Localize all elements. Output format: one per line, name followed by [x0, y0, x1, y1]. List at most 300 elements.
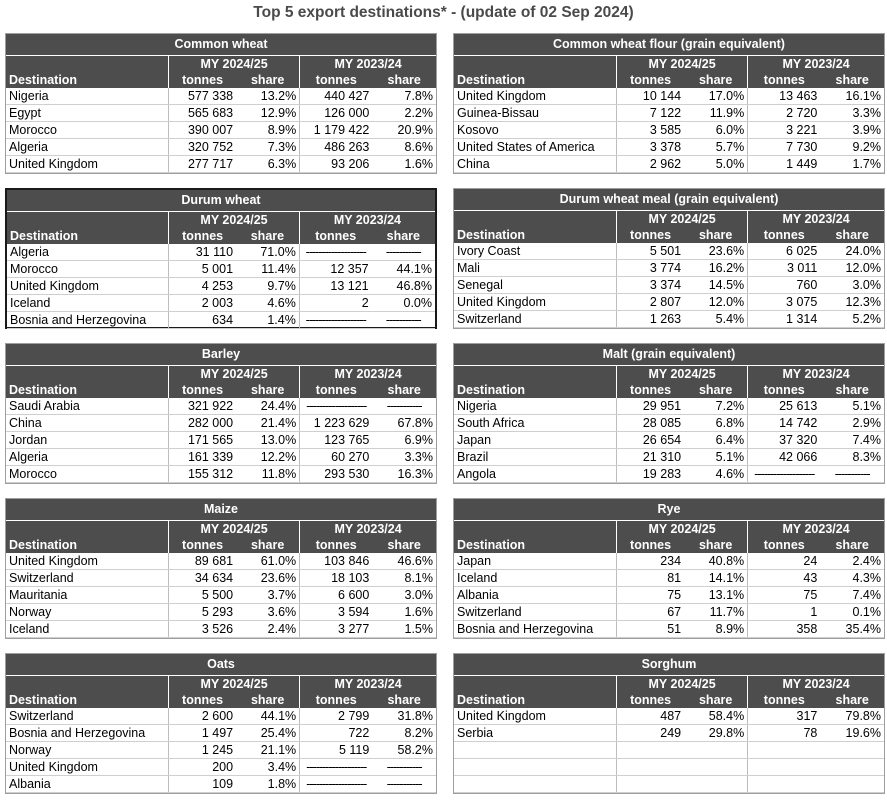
share-cell [684, 759, 748, 776]
share-cell: 8.2% [372, 725, 436, 742]
tonnes-cell: 161 339 [169, 449, 237, 466]
table-row [6, 449, 436, 466]
tonnes-cell [617, 776, 685, 793]
tonnes-header: tonnes [300, 692, 373, 708]
tonnes-cell: 51 [616, 621, 684, 638]
share-cell: 19.6% [820, 725, 884, 742]
share-header: share [372, 382, 436, 398]
tonnes-header: tonnes [299, 228, 371, 244]
empty-value: ------------------- [300, 398, 373, 415]
share-cell: 8.9% [684, 621, 748, 638]
empty-value: ------------------- [300, 759, 373, 776]
export-table [454, 654, 884, 793]
tonnes-cell: 1 314 [748, 311, 821, 328]
share-cell: 44.1% [236, 708, 300, 725]
table-card[interactable] [5, 188, 437, 329]
tonnes-cell: 5 501 [616, 243, 684, 260]
tonnes-cell: 277 717 [169, 156, 237, 173]
destination-cell: Jordan [6, 432, 169, 449]
export-table [7, 190, 435, 329]
table-row [454, 243, 884, 260]
destination-cell: United States of America [454, 139, 617, 156]
share-cell: 6.8% [684, 415, 748, 432]
tonnes-cell: 3 075 [748, 294, 821, 311]
share-cell: 9.7% [236, 278, 299, 295]
header-spacer [454, 676, 617, 693]
export-table [6, 344, 436, 483]
tonnes-header: tonnes [748, 72, 821, 88]
table-row [6, 432, 436, 449]
destination-cell: Iceland [6, 621, 168, 638]
destination-cell: United Kingdom [454, 708, 617, 725]
share-cell: 1.7% [820, 156, 884, 173]
share-cell: 5.4% [684, 311, 748, 328]
destination-cell: Morocco [6, 122, 169, 139]
share-cell: 3.4% [236, 759, 300, 776]
tonnes-cell: 358 [748, 621, 821, 638]
table-row [454, 139, 884, 156]
destination-cell: Norway [6, 742, 168, 759]
table-row [454, 621, 884, 638]
header-spacer [454, 56, 617, 73]
share-cell: 21.1% [236, 742, 300, 759]
share-cell: 13.1% [684, 587, 748, 604]
tonnes-header: tonnes [300, 72, 373, 88]
table-row [454, 725, 884, 742]
tonnes-cell: 1 [748, 604, 821, 621]
destination-cell: Algeria [6, 449, 169, 466]
tonnes-cell: 3 374 [616, 277, 684, 294]
empty-value: ----------- [372, 398, 436, 415]
destination-cell: United Kingdom [7, 278, 169, 295]
tonnes-header: tonnes [616, 382, 684, 398]
share-cell: 12.9% [236, 105, 300, 122]
share-cell: 31.8% [372, 708, 436, 725]
tonnes-cell: 3 277 [300, 621, 373, 638]
share-cell: 12.0% [684, 294, 748, 311]
destination-cell [454, 776, 617, 793]
destination-header: Destination [454, 537, 616, 553]
tonnes-cell: 293 530 [300, 466, 373, 483]
table-title: Durum wheat meal (grain equivalent) [454, 189, 884, 211]
empty-value: ----------- [372, 312, 435, 329]
destination-cell: Norway [6, 604, 168, 621]
period-header: MY 2023/24 [748, 521, 884, 538]
table-card[interactable] [453, 33, 885, 174]
tonnes-cell: 565 683 [169, 105, 237, 122]
tonnes-cell: 43 [748, 570, 821, 587]
export-table [454, 344, 884, 483]
share-cell: 71.0% [236, 244, 299, 261]
page-title: Top 5 export destinations* - (update of 02 Sep 2024) [253, 4, 634, 21]
period-header: MY 2023/24 [300, 366, 436, 383]
table-row [454, 105, 884, 122]
share-cell: 12.0% [820, 260, 884, 277]
tonnes-cell: 7 730 [748, 139, 821, 156]
destination-header: Destination [454, 72, 617, 88]
share-cell: 4.3% [820, 570, 884, 587]
tonnes-header: tonnes [617, 72, 685, 88]
destination-cell: Saudi Arabia [6, 398, 169, 415]
destination-cell: Bosnia and Herzegovina [6, 725, 168, 742]
destination-header: Destination [6, 72, 169, 88]
table-row [454, 587, 884, 604]
tonnes-header: tonnes [168, 537, 236, 553]
destination-cell: United Kingdom [6, 156, 169, 173]
header-spacer [454, 521, 616, 538]
tonnes-cell: 75 [748, 587, 821, 604]
table-title: Durum wheat [7, 190, 435, 212]
tonnes-cell: 200 [168, 759, 236, 776]
share-cell: 1.5% [372, 621, 436, 638]
export-table [454, 34, 884, 173]
tonnes-cell: 1 223 629 [300, 415, 373, 432]
tonnes-cell [617, 742, 685, 759]
table-row [454, 156, 884, 173]
tonnes-cell: 103 846 [300, 553, 373, 570]
share-cell: 3.6% [236, 604, 300, 621]
table-row [454, 122, 884, 139]
destination-cell: Bosnia and Herzegovina [7, 312, 169, 329]
tonnes-cell: 78 [748, 725, 821, 742]
destination-cell: United Kingdom [6, 553, 168, 570]
table-row [454, 776, 884, 793]
tonnes-cell [748, 742, 821, 759]
destination-cell: Switzerland [454, 311, 616, 328]
tonnes-header: tonnes [168, 692, 236, 708]
table-card[interactable] [453, 498, 885, 639]
tonnes-cell: 5 500 [168, 587, 236, 604]
table-row [7, 295, 435, 312]
share-cell: 6.3% [236, 156, 300, 173]
share-cell: 79.8% [820, 708, 884, 725]
share-cell: 6.4% [684, 432, 748, 449]
header-spacer [454, 211, 616, 228]
header-spacer [454, 366, 616, 383]
destination-cell: Morocco [7, 261, 169, 278]
tonnes-cell: 3 585 [617, 122, 685, 139]
share-cell: 14.5% [684, 277, 748, 294]
period-header: MY 2023/24 [748, 56, 884, 73]
tonnes-cell [617, 759, 685, 776]
destination-cell [454, 759, 617, 776]
table-row [454, 449, 884, 466]
destination-header: Destination [6, 382, 169, 398]
share-cell: 24.4% [236, 398, 300, 415]
tonnes-cell: 24 [748, 553, 821, 570]
tonnes-cell: 3 221 [748, 122, 821, 139]
table-card[interactable] [5, 33, 437, 174]
tonnes-cell: 760 [748, 277, 821, 294]
tonnes-cell: 2 799 [300, 708, 373, 725]
destination-cell: Senegal [454, 277, 616, 294]
share-cell: 2.4% [820, 553, 884, 570]
table-card[interactable] [5, 653, 437, 794]
table-row [7, 244, 435, 261]
share-header: share [820, 227, 884, 243]
share-cell: 0.1% [820, 604, 884, 621]
share-cell: 5.1% [684, 449, 748, 466]
tonnes-cell: 67 [616, 604, 684, 621]
empty-value: ------------------- [299, 312, 371, 329]
export-table [6, 654, 436, 793]
tonnes-header: tonnes [616, 227, 684, 243]
empty-value: ----------- [372, 244, 435, 261]
table-title: Rye [454, 499, 884, 521]
tonnes-cell: 3 526 [168, 621, 236, 638]
empty-value: ------------------- [299, 244, 371, 261]
tonnes-cell: 577 338 [169, 88, 237, 105]
tonnes-header: tonnes [300, 382, 373, 398]
empty-value: ------------------- [300, 776, 373, 793]
destination-cell: South Africa [454, 415, 616, 432]
share-cell: 12.2% [236, 449, 300, 466]
tonnes-cell: 3 011 [748, 260, 821, 277]
table-row [454, 398, 884, 415]
destination-cell: United Kingdom [454, 88, 617, 105]
tonnes-cell: 7 122 [617, 105, 685, 122]
table-row [6, 156, 436, 173]
destination-cell: Japan [454, 553, 616, 570]
header-spacer [7, 212, 169, 229]
destination-cell: China [6, 415, 169, 432]
table-row [6, 570, 436, 587]
destination-cell: Bosnia and Herzegovina [454, 621, 616, 638]
period-header: MY 2024/25 [616, 366, 747, 383]
period-header: MY 2023/24 [300, 521, 436, 538]
tonnes-cell: 31 110 [169, 244, 236, 261]
export-table [6, 499, 436, 638]
destination-cell: Nigeria [454, 398, 616, 415]
period-header: MY 2023/24 [748, 366, 884, 383]
tonnes-header: tonnes [300, 537, 373, 553]
share-cell: 23.6% [236, 570, 300, 587]
table-card[interactable] [5, 498, 437, 639]
destination-cell: Ivory Coast [454, 243, 616, 260]
tonnes-cell: 42 066 [748, 449, 821, 466]
tonnes-cell: 234 [616, 553, 684, 570]
table-title: Sorghum [454, 654, 884, 676]
tonnes-cell: 26 654 [616, 432, 684, 449]
share-header: share [684, 227, 748, 243]
tonnes-cell: 93 206 [300, 156, 373, 173]
table-row [454, 742, 884, 759]
table-card[interactable] [5, 343, 437, 484]
period-header: MY 2024/25 [169, 56, 300, 73]
table-row [6, 604, 436, 621]
share-cell: 24.0% [820, 243, 884, 260]
share-cell: 67.8% [372, 415, 436, 432]
table-row [6, 88, 436, 105]
tonnes-cell: 722 [300, 725, 373, 742]
share-cell: 7.4% [820, 432, 884, 449]
share-header: share [372, 537, 436, 553]
tonnes-cell: 5 001 [169, 261, 236, 278]
period-header: MY 2024/25 [169, 212, 300, 229]
tonnes-cell: 5 293 [168, 604, 236, 621]
table-title: Common wheat flour (grain equivalent) [454, 34, 884, 56]
tonnes-cell: 171 565 [169, 432, 237, 449]
table-row [454, 311, 884, 328]
table-row [6, 621, 436, 638]
tonnes-header: tonnes [748, 537, 821, 553]
destination-header: Destination [7, 228, 169, 244]
share-cell: 46.8% [372, 278, 435, 295]
destination-cell: United Kingdom [6, 759, 168, 776]
share-header: share [820, 72, 884, 88]
destination-cell: Egypt [6, 105, 169, 122]
share-cell: 46.6% [372, 553, 436, 570]
table-card[interactable] [453, 188, 885, 329]
share-header: share [372, 692, 436, 708]
tonnes-header: tonnes [617, 692, 685, 708]
share-header: share [684, 692, 748, 708]
empty-value: ------------------- [748, 466, 821, 483]
share-header: share [684, 382, 748, 398]
share-cell: 2.2% [372, 105, 436, 122]
tonnes-cell: 34 634 [168, 570, 236, 587]
period-header: MY 2023/24 [748, 211, 884, 228]
tonnes-cell: 1 245 [168, 742, 236, 759]
destination-cell: Morocco [6, 466, 169, 483]
share-cell: 11.4% [236, 261, 299, 278]
table-row [454, 88, 884, 105]
table-row [454, 415, 884, 432]
share-cell: 12.3% [820, 294, 884, 311]
table-card[interactable] [453, 343, 885, 484]
tonnes-cell: 89 681 [168, 553, 236, 570]
header-spacer [6, 56, 169, 73]
tonnes-cell: 2 962 [617, 156, 685, 173]
share-cell: 6.0% [684, 122, 748, 139]
share-cell: 0.0% [372, 295, 435, 312]
destination-cell: Guinea-Bissau [454, 105, 617, 122]
share-header: share [820, 382, 884, 398]
tonnes-cell: 249 [617, 725, 685, 742]
share-cell [684, 742, 748, 759]
tonnes-cell: 123 765 [300, 432, 373, 449]
tonnes-cell: 1 449 [748, 156, 821, 173]
table-row [6, 553, 436, 570]
tonnes-cell: 5 119 [300, 742, 373, 759]
destination-cell: Albania [454, 587, 616, 604]
share-cell: 4.6% [236, 295, 299, 312]
share-cell: 16.1% [820, 88, 884, 105]
share-cell: 16.2% [684, 260, 748, 277]
share-cell: 2.4% [236, 621, 300, 638]
share-cell: 1.4% [236, 312, 299, 329]
table-row [454, 570, 884, 587]
period-header: MY 2024/25 [616, 521, 747, 538]
destination-cell: Angola [454, 466, 616, 483]
destination-header: Destination [454, 692, 617, 708]
tonnes-cell: 10 144 [617, 88, 685, 105]
table-row [6, 105, 436, 122]
share-cell: 17.0% [684, 88, 748, 105]
tonnes-cell: 126 000 [300, 105, 373, 122]
tonnes-cell: 321 922 [169, 398, 237, 415]
share-cell: 5.7% [684, 139, 748, 156]
tonnes-cell: 25 613 [748, 398, 821, 415]
destination-cell: Switzerland [6, 708, 168, 725]
tonnes-cell: 4 253 [169, 278, 236, 295]
export-table [454, 499, 884, 638]
table-row [454, 553, 884, 570]
table-row [6, 466, 436, 483]
table-row [454, 466, 884, 483]
share-cell: 1.6% [372, 604, 436, 621]
share-header: share [236, 228, 299, 244]
share-cell: 21.4% [236, 415, 300, 432]
tonnes-cell: 37 320 [748, 432, 821, 449]
share-cell: 3.9% [820, 122, 884, 139]
tonnes-cell: 487 [617, 708, 685, 725]
share-cell: 29.8% [684, 725, 748, 742]
tonnes-cell: 28 085 [616, 415, 684, 432]
share-cell: 9.2% [820, 139, 884, 156]
table-row [6, 122, 436, 139]
tonnes-cell: 3 594 [300, 604, 373, 621]
share-cell: 8.3% [820, 449, 884, 466]
share-header: share [236, 692, 300, 708]
tonnes-cell: 317 [748, 708, 821, 725]
table-row [454, 260, 884, 277]
export-table [454, 189, 884, 328]
tonnes-cell: 3 378 [617, 139, 685, 156]
share-header: share [236, 72, 300, 88]
tonnes-cell: 390 007 [169, 122, 237, 139]
share-cell: 44.1% [372, 261, 435, 278]
tonnes-cell: 634 [169, 312, 236, 329]
share-header: share [372, 228, 435, 244]
share-cell: 3.0% [372, 587, 436, 604]
share-header: share [820, 692, 884, 708]
table-card[interactable] [453, 653, 885, 794]
tonnes-cell: 12 357 [299, 261, 371, 278]
destination-cell: Nigeria [6, 88, 169, 105]
table-row [6, 742, 436, 759]
tonnes-cell: 13 463 [748, 88, 821, 105]
table-row [6, 587, 436, 604]
share-cell: 61.0% [236, 553, 300, 570]
header-spacer [6, 676, 168, 693]
tonnes-cell: 109 [168, 776, 236, 793]
tonnes-header: tonnes [169, 72, 237, 88]
share-cell: 58.4% [684, 708, 748, 725]
destination-cell: Switzerland [6, 570, 168, 587]
tonnes-cell: 2 [299, 295, 371, 312]
tonnes-header: tonnes [169, 228, 236, 244]
table-title: Maize [6, 499, 436, 521]
share-header: share [236, 537, 300, 553]
period-header: MY 2023/24 [299, 212, 435, 229]
tonnes-header: tonnes [748, 382, 821, 398]
share-cell: 3.7% [236, 587, 300, 604]
table-row [6, 398, 436, 415]
tonnes-cell: 1 497 [168, 725, 236, 742]
tonnes-cell: 486 263 [300, 139, 373, 156]
share-cell: 7.2% [684, 398, 748, 415]
share-cell: 3.0% [820, 277, 884, 294]
share-header: share [820, 537, 884, 553]
share-cell: 25.4% [236, 725, 300, 742]
share-cell: 3.3% [820, 105, 884, 122]
share-cell: 20.9% [372, 122, 436, 139]
tonnes-cell: 18 103 [300, 570, 373, 587]
table-row [6, 759, 436, 776]
share-cell: 7.8% [372, 88, 436, 105]
table-title: Oats [6, 654, 436, 676]
